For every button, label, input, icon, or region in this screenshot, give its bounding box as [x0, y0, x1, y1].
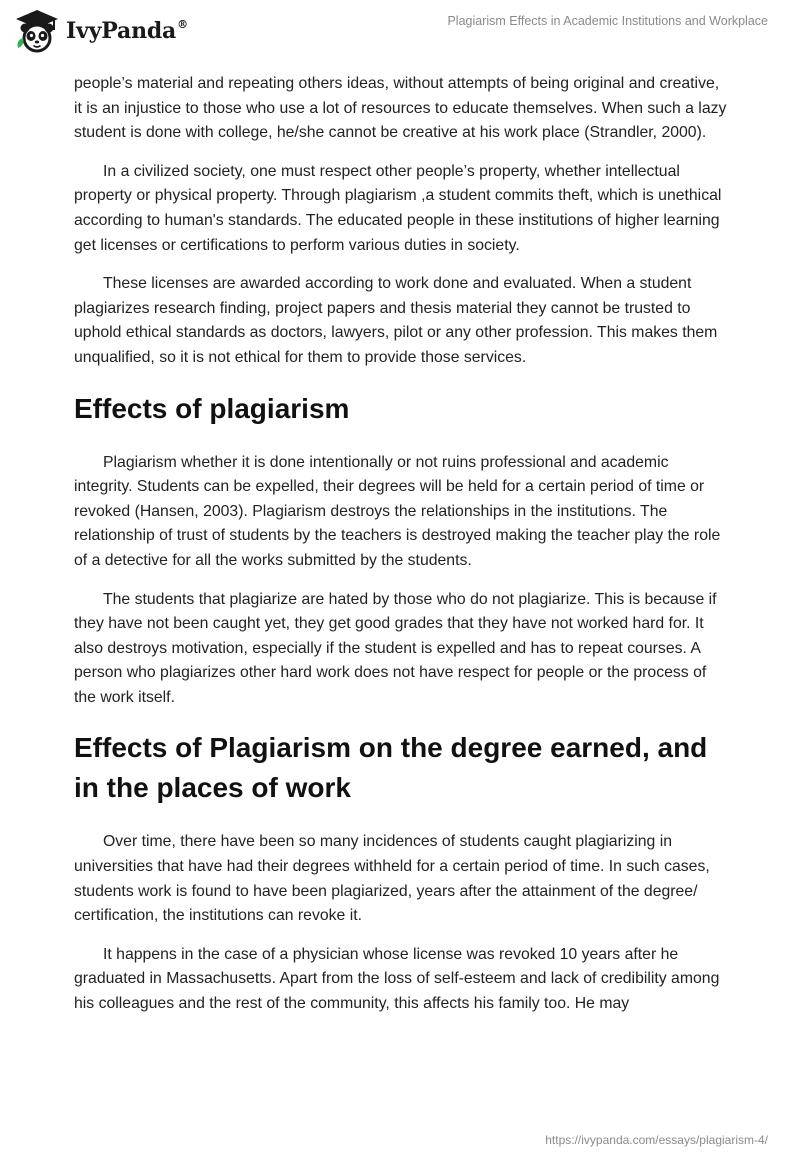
paragraph: It happens in the case of a physician whose license was revoked 10 years after he graduated in Massachusetts. Apart from the loss of self-esteem and lack of credibility among his colleagues and the rest of the community, this affects his family too. He may: [74, 945, 720, 1013]
panda-graduate-icon: [14, 8, 60, 54]
section-heading: Effects of plagiarism: [74, 392, 350, 424]
paragraph: These licenses are awarded according to work done and evaluated. When a student plagiarizes research finding, project papers and thesis material they cannot be trusted to uphold ethical standards as doctors, lawyers, pilot or any other profession. This makes them unqualified, so it is not ethical for them to provide those services.: [74, 275, 718, 366]
article-body: [74, 72, 728, 1031]
paragraph: The students that plagiarize are hated by those who do not plagiarize. This is because if they have not been caught yet, they get good grades that they have not worked hard for. It also destroys motivation, especially if the student is expelled and has to repeat courses. A person who plagiarizes other hard work does not have respect for people or the process of the work itself.: [74, 590, 717, 706]
paragraph: In a civilized society, one must respect other people’s property, whether intellectual property or physical property. Through plagiarism ,a student commits theft, which is unethical according to human's standards. The educated people in these institutions of higher learning get licenses or certifications to perform various duties in society.: [74, 162, 722, 254]
source-url[interactable]: https://ivypanda.com/essays/plagiarism-4/: [545, 1133, 768, 1147]
paragraph: Over time, there have been so many incidences of students caught plagiarizing in universities that have had their degrees withheld for a certain period of time. In such cases, students work is found to have been plagiarized, years after the attainment of the degree/ certification, the institutions can revoke it.: [74, 833, 710, 925]
document-title: Plagiarism Effects in Academic Institutions and Workplace: [447, 14, 768, 28]
logo-text: IvyPanda®: [66, 18, 188, 44]
page-header: [0, 0, 800, 60]
section-heading: Effects of Plagiarism on the degree earned, and in the places of work: [74, 732, 708, 804]
paragraph: people’s material and repeating others ideas, without attempts of being original and creative, it is an injustice to those who use a lot of resources to educate themselves. When such a lazy student is done with college, he/she cannot be creative at his work place (Strandler, 2000).: [74, 75, 727, 142]
paragraph: Plagiarism whether it is done intentionally or not ruins professional and academic integrity. Students can be expelled, their degrees will be held for a certain period of time or revoked (Hansen, 2003). Plagiarism destroys the relationships in the institutions. The relationship of trust of students by the teachers is destroyed making the teacher play the role of a detective for all the works submitted by the students.: [74, 453, 721, 569]
ivypanda-logo[interactable]: [14, 8, 188, 54]
